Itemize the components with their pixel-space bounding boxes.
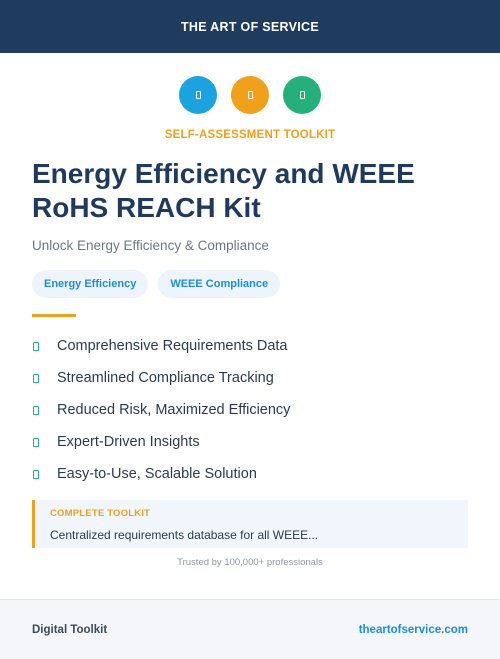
footer-bar [0, 599, 500, 659]
icon-row [0, 76, 500, 114]
check-icon [33, 406, 39, 415]
footer-label: Digital Toolkit [32, 623, 108, 636]
document-icon [300, 91, 305, 99]
trusted-note: Trusted by 100,000+ professionals [177, 557, 323, 568]
callout-text: Centralized requirements database for all WEEE... [50, 528, 319, 542]
document-icon-orange [231, 76, 269, 114]
feature-text: Reduced Risk, Maximized Efficiency [57, 402, 291, 418]
feature-text: Easy-to-Use, Scalable Solution [57, 466, 257, 482]
list-item [32, 426, 290, 458]
feature-list [32, 330, 290, 490]
tag-weee-compliance: WEEE Compliance [158, 270, 280, 298]
accent-divider [32, 314, 76, 317]
document-icon-blue [179, 76, 217, 114]
document-icon-green [283, 76, 321, 114]
feature-text: Streamlined Compliance Tracking [57, 370, 274, 386]
toolkit-callout [32, 500, 468, 548]
list-item [32, 362, 290, 394]
document-icon [248, 91, 253, 99]
tag-energy-efficiency: Energy Efficiency [32, 270, 148, 298]
list-item [32, 330, 290, 362]
subtitle: Unlock Energy Efficiency & Compliance [32, 238, 269, 253]
brand-name: THE ART OF SERVICE [180, 19, 320, 34]
page-title: Energy Efficiency and WEEE RoHS REACH Kit [32, 158, 415, 223]
header-bar [0, 0, 500, 53]
tag-list [32, 270, 280, 298]
check-icon [33, 470, 39, 479]
callout-label: COMPLETE TOOLKIT [50, 508, 151, 519]
check-icon [33, 342, 39, 351]
eyebrow-label: SELF-ASSESSMENT TOOLKIT [164, 129, 336, 141]
footer-website-link[interactable]: theartofservice.com [358, 623, 468, 636]
list-item [32, 394, 290, 426]
check-icon [33, 374, 39, 383]
list-item [32, 458, 290, 490]
feature-text: Expert-Driven Insights [57, 434, 200, 450]
document-icon [196, 91, 201, 99]
check-icon [33, 438, 39, 447]
feature-text: Comprehensive Requirements Data [57, 338, 288, 354]
